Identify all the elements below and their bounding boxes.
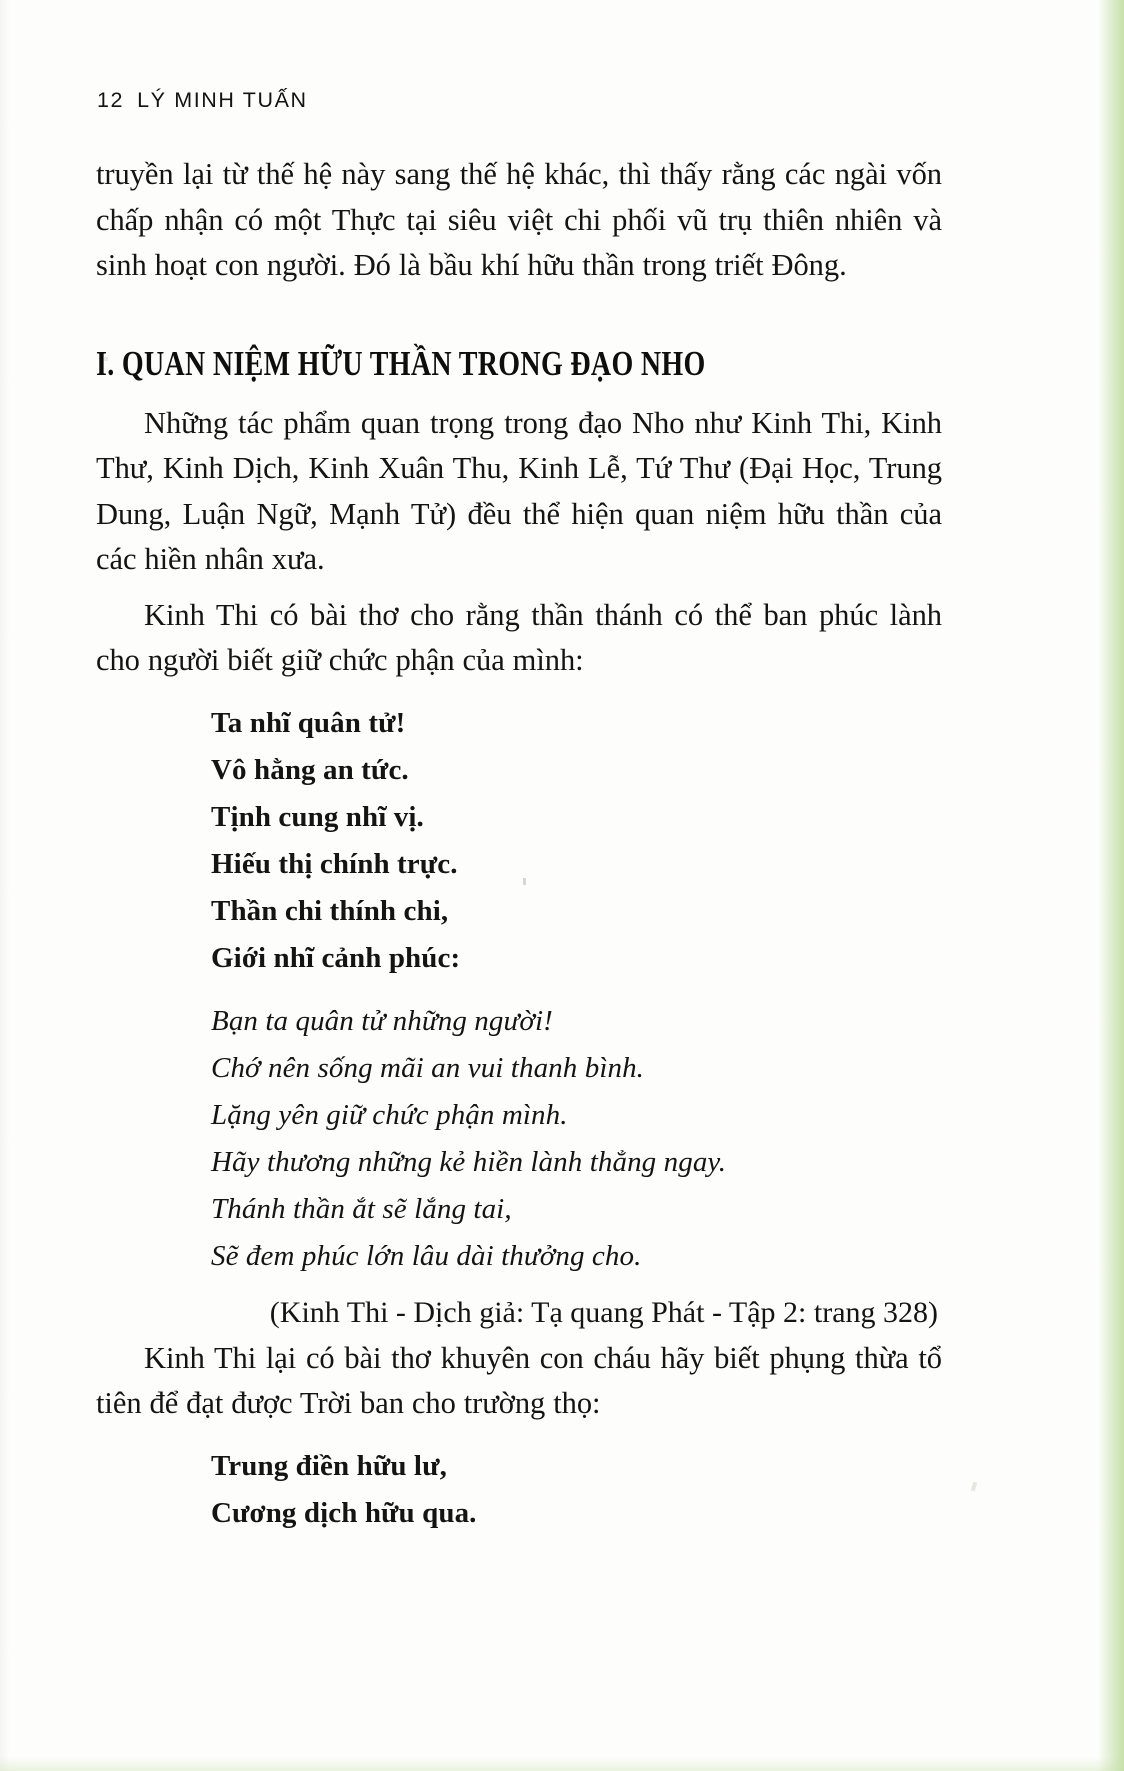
section-heading: I. QUAN NIỆM HỮU THẦN TRONG ĐẠO NHO (96, 343, 706, 383)
verse-line: Bạn ta quân tử những người! (211, 1004, 553, 1037)
verse-line: Sẽ đem phúc lớn lâu dài thưởng cho. (211, 1239, 642, 1272)
verse-block-1-translation (96, 998, 942, 1280)
verse-attribution: (Kinh Thi - Dịch giả: Tạ quang Phát - Tập 2: trang 328) (269, 1295, 938, 1329)
verse-line: Trung điền hữu lư, (211, 1449, 447, 1482)
verse-line: Cương dịch hữu qua. (211, 1496, 477, 1529)
running-header-author: LÝ MINH TUẤN (137, 88, 308, 112)
verse-block-2-han-viet (96, 1443, 942, 1537)
paragraph-continued: truyền lại từ thế hệ này sang thế hệ khác, thì thấy rằng các ngài vốn chấp nhận có một Thực tại siêu việt chi phối vũ trụ thiên nhiên và sinh hoạt con người. Đó là bầu khí hữu thần trong triết Đông. (96, 157, 942, 282)
verse-line: Vô hằng an tức. (211, 753, 409, 786)
verse-line: Hiếu thị chính trực. (211, 847, 458, 880)
verse-line: Lặng yên giữ chức phận mình. (211, 1098, 568, 1131)
running-header (97, 88, 308, 113)
paragraph-1: Những tác phẩm quan trọng trong đạo Nho như Kinh Thi, Kinh Thư, Kinh Dịch, Kinh Xuân Thu, Kinh Lễ, Tứ Thư (Đại Học, Trung Dung, Luận Ngữ, Mạnh Tử) đều thể hiện quan niệm hữu thần của các hiền nhân xưa. (96, 405, 942, 576)
verse-line: Giới nhĩ cảnh phúc: (211, 941, 461, 974)
verse-line: Thần chi thính chi, (211, 894, 449, 927)
paragraph-3: Kinh Thi lại có bài thơ khuyên con cháu hãy biết phụng thừa tổ tiên để đạt được Trời ban cho trường thọ: (96, 1340, 942, 1420)
paragraph-2: Kinh Thi có bài thơ cho rằng thần thánh có thể ban phúc lành cho người biết giữ chức phận của mình: (96, 597, 942, 677)
verse-line: Tịnh cung nhĩ vị. (211, 800, 424, 833)
verse-line: Hãy thương những kẻ hiền lành thẳng ngay. (211, 1145, 727, 1178)
text-column (96, 152, 942, 1537)
paragraph-spacer (96, 583, 942, 593)
verse-line: Thánh thần ắt sẽ lắng tai, (211, 1192, 512, 1225)
verse-block-1-han-viet (96, 700, 942, 982)
verse-line: Ta nhĩ quân tử! (211, 706, 406, 739)
verse-line: Chớ nên sống mãi an vui thanh bình. (211, 1051, 645, 1084)
page-number: 12 (97, 88, 125, 112)
